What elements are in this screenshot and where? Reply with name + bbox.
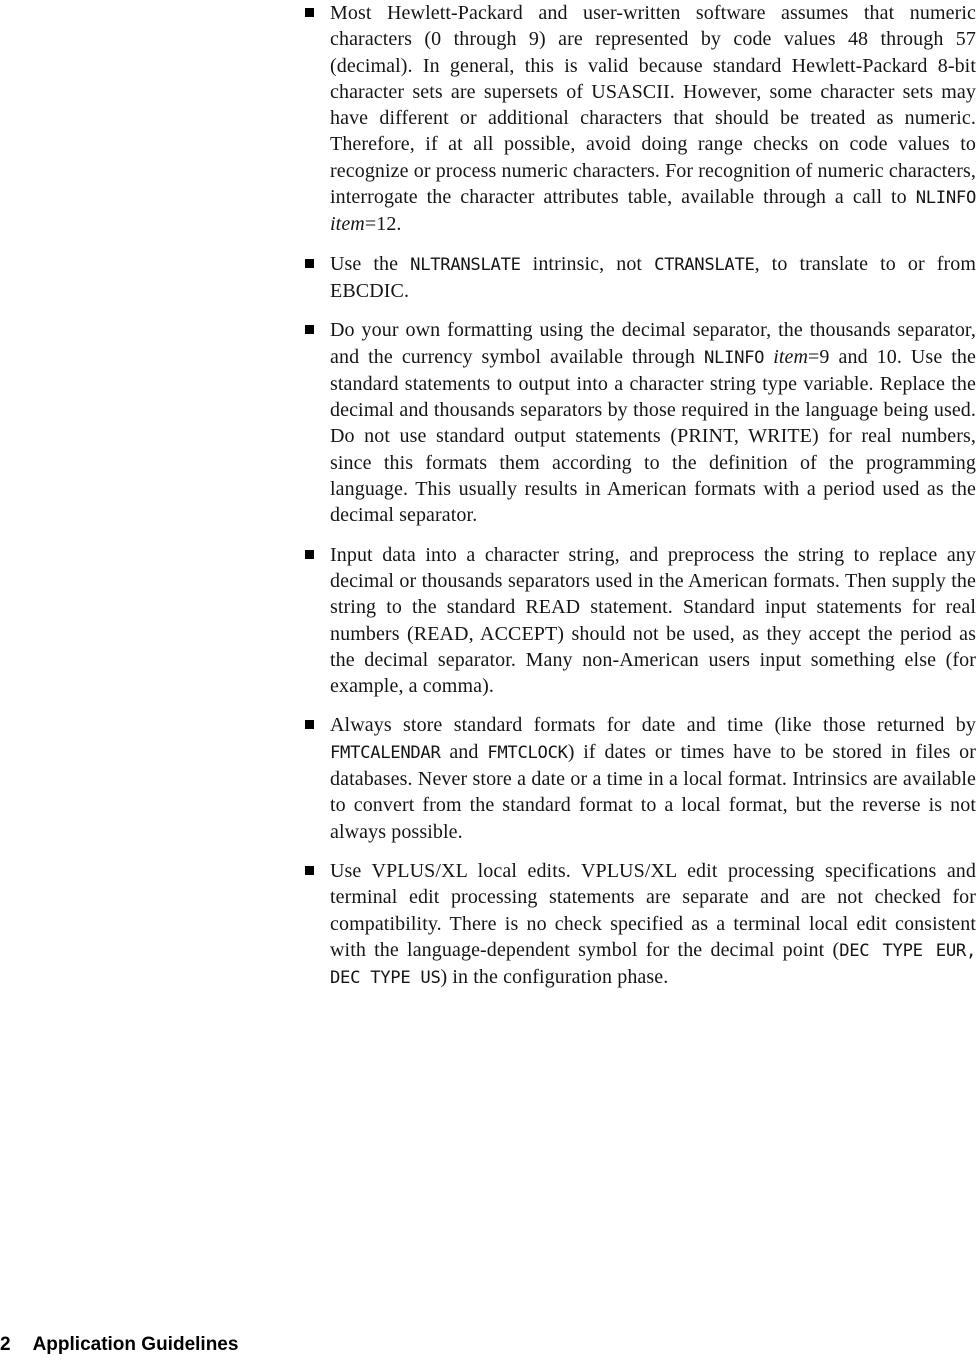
text-segment: item: [330, 213, 365, 236]
text-segment: Most Hewlett-Packard and user-written software assumes that numeric characters (0 through 9) are represented by code values 48 through 57 (decimal). In general, this is valid because standard Hewlett-Packard 8-bit character sets are supersets of USASCII. However, some character sets may have different or additional characters that should be treated as numeric. Therefore, if at all possible, avoid doing range checks on code values to recognize or process numeric characters. For recognition of numeric characters, interrogate the character attributes table, available through a call to: [330, 2, 976, 209]
text-segment: ) if dates or times have to be stored in files or databases. Never store a date or a time in a local format. Intrinsics are available to convert from the standard format to a local format, but the reverse is not always possible.: [330, 740, 976, 843]
text-segment: NLINFO: [915, 188, 976, 209]
list-item: [330, 317, 976, 528]
text-segment: =12.: [364, 213, 402, 236]
text-segment: FMTCLOCK: [487, 742, 568, 763]
text-segment: =9 and 10. Use the standard statements to output into a character string type variable. Replace the decimal and thousands separators by those required in the language being used. Do not use standard output statements (PRINT, WRITE) for real numbers, since this formats them according to the definition of the programming language. This usually results in American formats with a period used as the decimal separator.: [330, 345, 976, 527]
text-segment: DEC TYPE EUR, DEC TYPE US: [330, 940, 976, 989]
text-segment: and: [440, 740, 488, 763]
bullet-square-icon: [305, 325, 314, 334]
page-footer: [0, 1334, 238, 1356]
text-segment: Do your own formatting using the decimal separator, the thousands separator, and the currency symbol available through: [330, 319, 976, 368]
footer-title: Application Guidelines: [32, 1334, 239, 1355]
list-item: [330, 0, 976, 238]
text-segment: FMTCALENDAR: [330, 742, 441, 763]
list-item: [330, 251, 976, 305]
text-segment: , to translate to or from EBCDIC.: [330, 252, 976, 302]
text-segment: CTRANSLATE: [654, 254, 755, 275]
text-segment: Input data into a character string, and preprocess the string to replace any decimal or thousands separators used in the American formats. Then supply the string to the standard READ statement. Standard input statements for real numbers (READ, ACCEPT) should not be used, as they accept the period as the decimal separator. Many non-American users input something else (for example, a comma).: [330, 543, 976, 698]
bullet-square-icon: [305, 8, 314, 17]
list-item: [330, 858, 976, 991]
text-segment: [764, 346, 773, 368]
text-segment: NLTRANSLATE: [410, 254, 521, 275]
text-segment: NLINFO: [703, 347, 765, 368]
text-segment: Use VPLUS/XL local edits. VPLUS/XL edit processing specifications and terminal edit processing statements are separate and are not checked for compatibility. There is no check specified as a terminal local edit consistent with the language-dependent symbol for the decimal point (: [330, 859, 976, 961]
bullet-square-icon: [305, 259, 314, 268]
bullet-square-icon: [305, 720, 314, 729]
bullet-square-icon: [305, 550, 314, 559]
text-segment: Use the: [330, 252, 411, 275]
text-segment: Always store standard formats for date and time (like those returned by: [330, 714, 976, 737]
page-number: 2: [0, 1334, 11, 1355]
text-segment: item: [773, 345, 809, 368]
list-item: [330, 542, 976, 700]
text-segment: intrinsic, not: [520, 252, 655, 275]
bullet-square-icon: [305, 866, 314, 875]
bullet-list: [330, 0, 976, 1004]
text-segment: ) in the configuration phase.: [440, 966, 669, 989]
list-item: [330, 712, 976, 844]
